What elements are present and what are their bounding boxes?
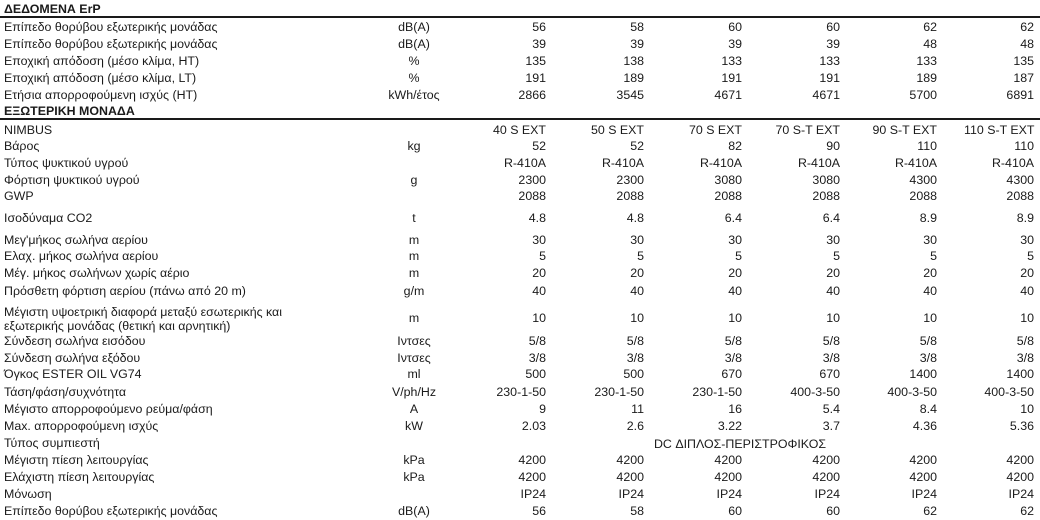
value-cell: 135 xyxy=(525,54,546,68)
value-cell: 2088 xyxy=(812,189,840,203)
value-cell: 230-1-50 xyxy=(496,385,546,399)
value-cell: 8.9 xyxy=(1016,211,1034,225)
row-unit: Ιντσες xyxy=(397,334,431,348)
row-label: Μέγιστη πίεση λειτουργίας xyxy=(4,453,149,467)
row-label: GWP xyxy=(4,189,34,203)
section-title: ΕΞΩΤΕΡΙΚΗ ΜΟΝΑΔΑ xyxy=(4,104,135,118)
row-unit: kW xyxy=(405,419,423,433)
value-cell: 9 xyxy=(539,402,546,416)
row-unit: ml xyxy=(407,367,421,381)
row-unit: V/ph/Hz xyxy=(391,385,437,399)
value-cell: 5.36 xyxy=(1009,419,1034,433)
value-cell: 133 xyxy=(819,54,840,68)
value-cell: 60 xyxy=(728,20,742,34)
value-cell: 4200 xyxy=(812,470,840,484)
value-cell: 4200 xyxy=(616,470,644,484)
value-cell: 58 xyxy=(630,20,644,34)
section-title: ΔΕΔΟΜΕΝΑ ErP xyxy=(4,2,101,16)
value-cell: 20 xyxy=(826,266,840,280)
row-label: Μέγιστη υψοετρική διαφορά μεταξύ εσωτερικής και xyxy=(4,305,282,319)
value-cell: 2.6 xyxy=(626,419,644,433)
value-cell: 40 xyxy=(630,284,644,298)
value-cell: R-410A xyxy=(503,156,546,170)
value-cell: 2.03 xyxy=(521,419,546,433)
row-unit: dB(A) xyxy=(398,504,430,518)
value-cell: 70 S EXT xyxy=(688,123,742,137)
value-cell: 20 xyxy=(1020,266,1034,280)
row-label: NIMBUS xyxy=(4,123,53,137)
value-cell: 52 xyxy=(532,139,546,153)
value-cell: 4200 xyxy=(1006,453,1034,467)
value-cell: R-410A xyxy=(699,156,742,170)
value-cell: 3.22 xyxy=(717,419,742,433)
value-cell: IP24 xyxy=(618,487,644,501)
value-cell: 5/8 xyxy=(528,334,546,348)
value-cell: IP24 xyxy=(814,487,840,501)
value-cell: 400-3-50 xyxy=(984,385,1034,399)
value-cell: IP24 xyxy=(1008,487,1034,501)
row-label: Επίπεδο θορύβου εξωτερικής μονάδας xyxy=(4,20,218,34)
row-label: Ελάχιστη πίεση λειτουργίας xyxy=(4,470,155,484)
row-unit: kWh/έτος xyxy=(388,88,440,102)
value-cell: 40 xyxy=(826,284,840,298)
value-cell: 90 S-T EXT xyxy=(872,123,937,137)
section-divider xyxy=(0,118,1040,120)
value-cell: 187 xyxy=(1013,71,1034,85)
value-cell: 400-3-50 xyxy=(887,385,937,399)
value-cell: 4671 xyxy=(714,88,742,102)
value-cell: 5700 xyxy=(909,88,937,102)
row-label: Πρόσθετη φόρτιση αερίου (πάνω από 20 m) xyxy=(4,284,246,298)
value-cell: 189 xyxy=(623,71,644,85)
value-cell: 4300 xyxy=(909,173,937,187)
value-cell: 60 xyxy=(826,504,840,518)
row-label: Μέγιστο απορροφούμενο ρεύμα/φάση xyxy=(4,402,213,416)
value-cell: 60 xyxy=(826,20,840,34)
value-cell: 5 xyxy=(833,249,840,263)
row-label: Ελαχ. μήκος σωλήνα αερίου xyxy=(4,249,159,263)
value-cell: 670 xyxy=(819,367,840,381)
row-label: Επίπεδο θορύβου εξωτερικής μονάδας xyxy=(4,504,218,518)
row-label: Σύνδεση σωλήνα εξόδου xyxy=(4,351,141,365)
value-cell: 30 xyxy=(826,233,840,247)
row-label: Τύπος συμπιεστή xyxy=(4,436,100,450)
value-cell: 39 xyxy=(826,37,840,51)
value-cell: 670 xyxy=(721,367,742,381)
value-cell: 1400 xyxy=(1006,367,1034,381)
value-cell: R-410A xyxy=(894,156,937,170)
value-cell: 2866 xyxy=(518,88,546,102)
value-cell: 8.4 xyxy=(919,402,937,416)
row-label: Ισοδύναμα CO2 xyxy=(4,211,93,225)
value-cell: R-410A xyxy=(991,156,1034,170)
row-unit: dB(A) xyxy=(398,37,430,51)
value-cell: 230-1-50 xyxy=(594,385,644,399)
value-cell: 4.8 xyxy=(626,211,644,225)
value-cell: 60 xyxy=(728,504,742,518)
value-cell: 5.4 xyxy=(822,402,840,416)
value-cell: 5/8 xyxy=(919,334,937,348)
value-cell: 4200 xyxy=(518,453,546,467)
value-cell: 500 xyxy=(623,367,644,381)
value-cell: 56 xyxy=(532,20,546,34)
value-cell: 4200 xyxy=(909,453,937,467)
row-label: Βάρος xyxy=(4,139,40,153)
value-cell: 52 xyxy=(630,139,644,153)
row-unit: dB(A) xyxy=(398,20,430,34)
value-cell: 3/8 xyxy=(528,351,546,365)
row-unit: A xyxy=(409,402,419,416)
value-cell: 16 xyxy=(728,402,742,416)
value-cell: 4200 xyxy=(1006,470,1034,484)
value-cell: 3/8 xyxy=(724,351,742,365)
value-cell: 2088 xyxy=(909,189,937,203)
value-cell: 10 xyxy=(1020,311,1034,325)
value-cell: 40 xyxy=(1020,284,1034,298)
value-cell: 10 xyxy=(1020,402,1034,416)
value-cell: 400-3-50 xyxy=(790,385,840,399)
value-cell: 3080 xyxy=(812,173,840,187)
value-cell: 20 xyxy=(923,266,937,280)
value-cell: 6.4 xyxy=(724,211,742,225)
value-cell: 4200 xyxy=(518,470,546,484)
value-cell: 5 xyxy=(637,249,644,263)
value-cell: 30 xyxy=(532,233,546,247)
value-cell: 40 xyxy=(728,284,742,298)
value-cell: IP24 xyxy=(911,487,937,501)
value-cell: R-410A xyxy=(797,156,840,170)
section-divider xyxy=(0,16,1040,18)
value-cell: 11 xyxy=(631,402,644,416)
value-cell: 110 xyxy=(1014,139,1034,153)
row-unit: m xyxy=(408,266,420,280)
row-unit: % xyxy=(408,54,420,68)
value-cell: 4200 xyxy=(909,470,937,484)
value-cell: R-410A xyxy=(601,156,644,170)
value-cell: 4200 xyxy=(714,453,742,467)
row-spanning-value: DC ΔΙΠΛΟΣ-ΠΕΡΙΣΤΡΟΦΙΚΟΣ xyxy=(653,437,826,451)
value-cell: 48 xyxy=(923,37,937,51)
value-cell: 189 xyxy=(916,71,937,85)
value-cell: 3545 xyxy=(616,88,644,102)
value-cell: 5 xyxy=(1027,249,1034,263)
row-unit: g/m xyxy=(403,284,425,298)
value-cell: 5/8 xyxy=(1016,334,1034,348)
value-cell: 30 xyxy=(630,233,644,247)
value-cell: IP24 xyxy=(716,487,742,501)
value-cell: 40 S EXT xyxy=(492,123,546,137)
value-cell: 230-1-50 xyxy=(692,385,742,399)
value-cell: 191 xyxy=(721,71,742,85)
value-cell: 2088 xyxy=(1006,189,1034,203)
value-cell: 5 xyxy=(930,249,937,263)
value-cell: 62 xyxy=(1020,504,1034,518)
value-cell: 4671 xyxy=(812,88,840,102)
row-label: Τύπος ψυκτικού υγρού xyxy=(4,156,129,170)
value-cell: 3/8 xyxy=(919,351,937,365)
value-cell: 30 xyxy=(1020,233,1034,247)
value-cell: 5/8 xyxy=(724,334,742,348)
row-label: Επίπεδο θορύβου εξωτερικής μονάδας xyxy=(4,37,218,51)
value-cell: 20 xyxy=(532,266,546,280)
value-cell: 3/8 xyxy=(1016,351,1034,365)
value-cell: 10 xyxy=(728,311,742,325)
value-cell: 62 xyxy=(1020,20,1034,34)
row-unit: kg xyxy=(407,139,421,153)
value-cell: 20 xyxy=(728,266,742,280)
value-cell: 2300 xyxy=(518,173,546,187)
row-label-line2: εξωτερικής μονάδας (θετική και αρνητική) xyxy=(4,319,231,333)
value-cell: 3.7 xyxy=(822,419,840,433)
value-cell: 5 xyxy=(539,249,546,263)
value-cell: 10 xyxy=(532,311,546,325)
value-cell: 5/8 xyxy=(822,334,840,348)
value-cell: 90 xyxy=(826,139,840,153)
row-label: Max. απορροφούμενη ισχύς xyxy=(4,419,159,433)
value-cell: 39 xyxy=(532,37,546,51)
value-cell: 5/8 xyxy=(626,334,644,348)
value-cell: 30 xyxy=(728,233,742,247)
value-cell: 2088 xyxy=(616,189,644,203)
row-unit: m xyxy=(408,249,420,263)
value-cell: 62 xyxy=(923,504,937,518)
value-cell: 2300 xyxy=(616,173,644,187)
value-cell: 133 xyxy=(916,54,937,68)
value-cell: 4.36 xyxy=(912,419,937,433)
value-cell: IP24 xyxy=(520,487,546,501)
value-cell: 4.8 xyxy=(528,211,546,225)
value-cell: 8.9 xyxy=(919,211,937,225)
value-cell: 1400 xyxy=(909,367,937,381)
row-label: Μόνωση xyxy=(4,487,52,501)
row-unit: Ιντσες xyxy=(397,351,431,365)
row-unit: g xyxy=(410,173,418,187)
row-label: Φόρτιση ψυκτικού υγρού xyxy=(4,173,140,187)
value-cell: 48 xyxy=(1020,37,1034,51)
value-cell: 138 xyxy=(623,54,644,68)
value-cell: 3/8 xyxy=(822,351,840,365)
value-cell: 4200 xyxy=(812,453,840,467)
value-cell: 135 xyxy=(1013,54,1034,68)
value-cell: 10 xyxy=(630,311,644,325)
row-unit: kPa xyxy=(403,453,425,467)
row-label: Μέγ. μήκος σωλήνων χωρίς αέριο xyxy=(4,266,190,280)
row-unit: m xyxy=(408,311,420,325)
row-label: Σύνδεση σωλήνα εισόδου xyxy=(4,334,146,348)
value-cell: 40 xyxy=(923,284,937,298)
value-cell: 58 xyxy=(630,504,644,518)
value-cell: 3/8 xyxy=(626,351,644,365)
value-cell: 3080 xyxy=(714,173,742,187)
value-cell: 62 xyxy=(923,20,937,34)
value-cell: 110 S-T EXT xyxy=(964,123,1035,137)
value-cell: 20 xyxy=(630,266,644,280)
value-cell: 50 S EXT xyxy=(590,123,644,137)
row-unit: kPa xyxy=(403,470,425,484)
value-cell: 40 xyxy=(532,284,546,298)
value-cell: 82 xyxy=(728,139,742,153)
value-cell: 10 xyxy=(826,311,840,325)
value-cell: 39 xyxy=(630,37,644,51)
row-label: Τάση/φάση/συχνότητα xyxy=(4,385,127,399)
value-cell: 4200 xyxy=(714,470,742,484)
row-unit: m xyxy=(408,233,420,247)
value-cell: 2088 xyxy=(714,189,742,203)
value-cell: 6.4 xyxy=(822,211,840,225)
value-cell: 30 xyxy=(923,233,937,247)
value-cell: 500 xyxy=(525,367,546,381)
value-cell: 5 xyxy=(735,249,742,263)
value-cell: 70 S-T EXT xyxy=(775,123,840,137)
value-cell: 191 xyxy=(819,71,840,85)
value-cell: 56 xyxy=(532,504,546,518)
value-cell: 4300 xyxy=(1006,173,1034,187)
row-label: Εποχική απόδοση (μέσο κλίμα, HT) xyxy=(4,54,200,68)
row-unit: % xyxy=(408,71,420,85)
value-cell: 6891 xyxy=(1006,88,1034,102)
row-unit: t xyxy=(412,211,416,225)
row-label: Ετήσια απορροφούμενη ισχύς (HT) xyxy=(4,88,198,102)
value-cell: 133 xyxy=(721,54,742,68)
value-cell: 4200 xyxy=(616,453,644,467)
value-cell: 10 xyxy=(923,311,937,325)
row-label: Όγκος ESTER OIL VG74 xyxy=(4,367,142,381)
value-cell: 2088 xyxy=(518,189,546,203)
value-cell: 39 xyxy=(728,37,742,51)
row-label: Εποχική απόδοση (μέσο κλίμα, LT) xyxy=(4,71,197,85)
value-cell: 191 xyxy=(525,71,546,85)
value-cell: 110 xyxy=(917,139,937,153)
row-label: Μεγ'μήκος σωλήνα αερίου xyxy=(4,233,148,247)
